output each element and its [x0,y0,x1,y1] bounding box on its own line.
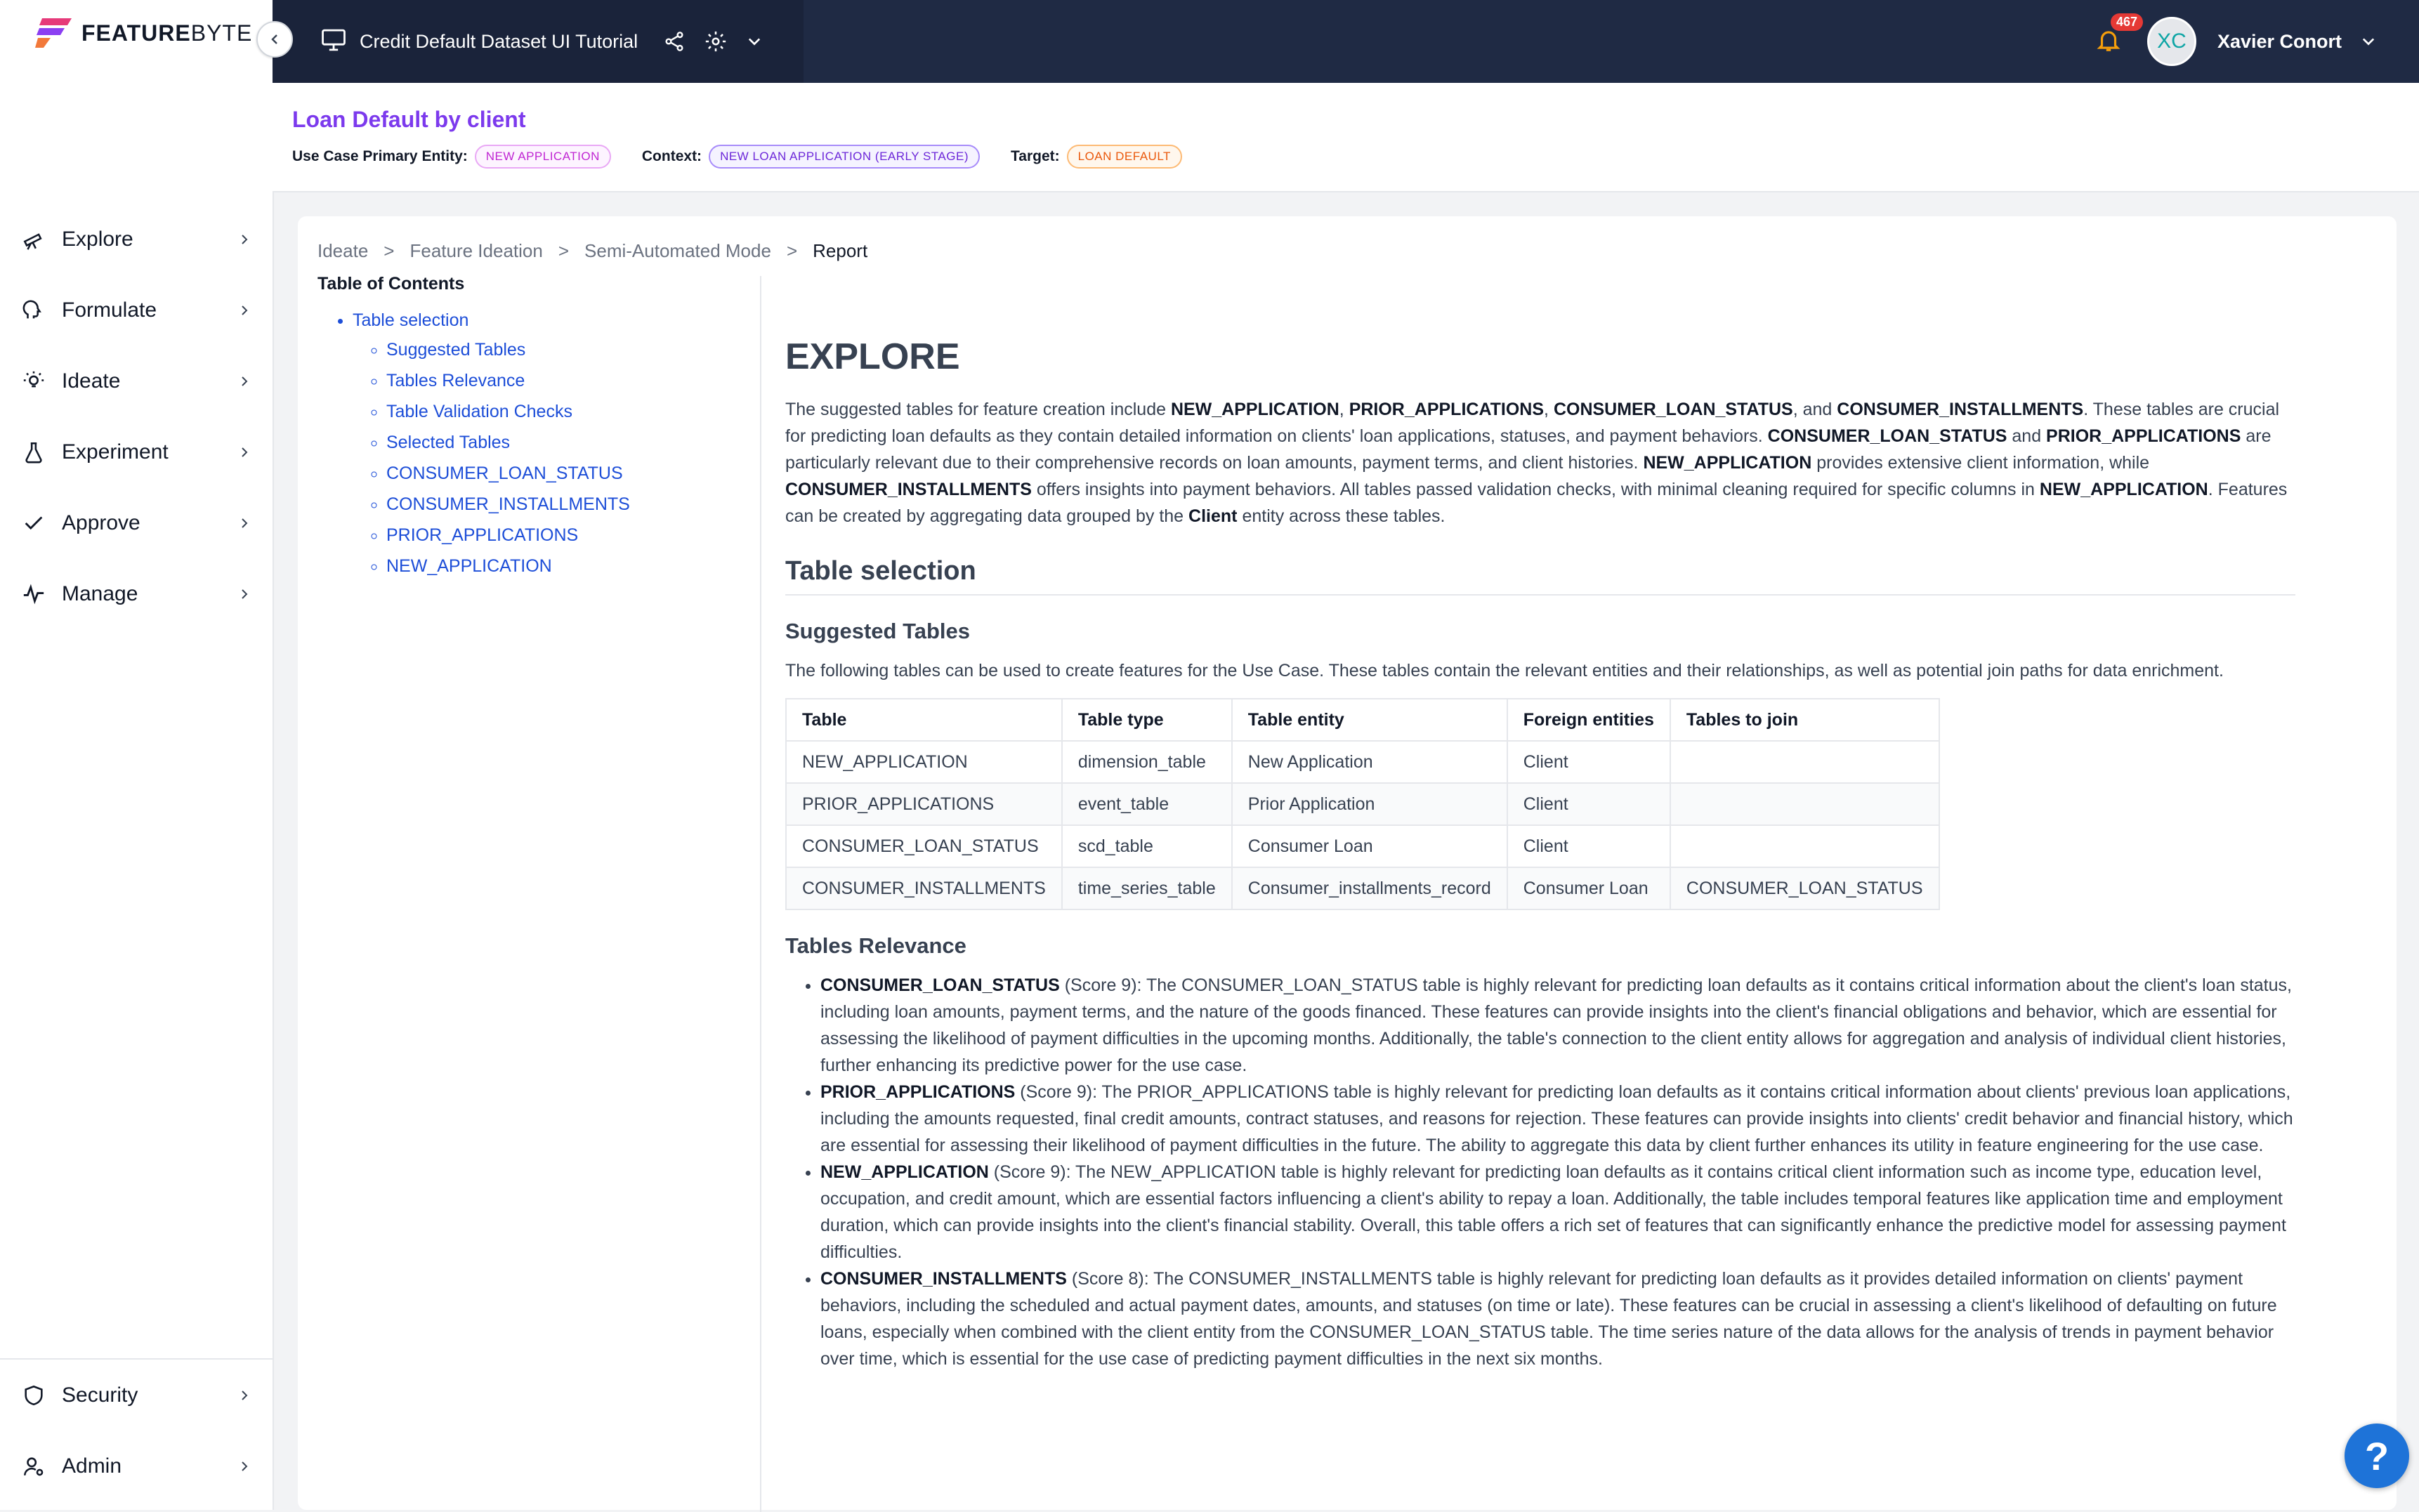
breadcrumb-separator: > [383,240,395,261]
list-item [820,1266,2295,1372]
intro-text: entity across these tables. [1237,506,1446,526]
table-cell: Consumer Loan [1507,867,1670,909]
logo[interactable] [35,17,252,49]
sidebar-item-security[interactable] [0,1360,273,1431]
sidebar-item-label: Formulate [62,298,157,322]
logo-text: FEATUREBYTE [81,20,253,46]
section-heading-table-selection: Table selection [785,558,2295,596]
column-header: Tables to join [1670,699,1939,741]
target-badge[interactable]: LOAN DEFAULT [1067,145,1182,169]
sidebar [0,0,274,1510]
relevance-score: (Score 8) [1066,1269,1144,1289]
relevance-text: : The CONSUMER_INSTALLMENTS table is highly relevant for predicting loan defaults as it provides detailed information on clients' payment behaviors, including the scheduled and actual payment dates, amounts, and statuses (on time or late). These features can be crucial in assessing a client's likelihood of defaulting on future loans, especially when combined with the client entity from the CONSUMER_LOAN_STATUS table. The time series nature of the data allows for the analysis of trends in payment behavior over time, which is essential for the use case of predicting payment difficulties in the next six months. [820,1269,2277,1369]
breadcrumb-separator: > [558,240,570,261]
table-row [786,741,1939,783]
column-header: Foreign entities [1507,699,1670,741]
sidebar-item-manage[interactable] [0,558,273,629]
user-area [2095,0,2377,83]
shield-icon [21,1383,46,1408]
intro-bold-term: Client [1188,506,1238,526]
breadcrumb-ideate[interactable]: Ideate [317,240,369,261]
sidebar-item-experiment[interactable] [0,416,273,487]
toc-link[interactable]: CONSUMER_INSTALLMENTS [386,494,630,514]
toc-link[interactable]: CONSUMER_LOAN_STATUS [386,464,623,483]
table-cell: New Application [1232,741,1507,783]
report-heading: EXPLORE [785,336,960,377]
table-name: CONSUMER_LOAN_STATUS [820,975,1060,995]
toc-link[interactable]: Selected Tables [386,433,511,452]
intro-text: provides extensive client information, while [1811,453,2150,473]
intro-text: . These tables are crucial for predicting loan defaults as they contain detailed information on clients' loan applications, statuses, and payment behaviors. [785,400,2280,446]
notification-count-badge: 467 [2111,13,2143,31]
table-cell: CONSUMER_LOAN_STATUS [786,825,1062,867]
notifications-button[interactable] [2095,14,2137,58]
report-content [785,336,2295,1372]
toc-link[interactable]: PRIOR_APPLICATIONS [386,525,579,545]
intro-text: are particularly relevant due to their comprehensive records on loan amounts, payment terms, and client histories. [785,426,2272,473]
top-bar [273,0,2419,83]
project-selector[interactable] [273,0,804,83]
chevron-down-icon[interactable] [2360,33,2377,50]
head-icon [21,298,46,323]
chevron-down-icon[interactable] [746,33,763,50]
sidebar-item-label: Security [62,1383,138,1407]
table-cell [1670,741,1939,783]
relevance-text: : The CONSUMER_LOAN_STATUS table is highly relevant for predicting loan defaults as it contains critical information about the client's loan status, including loan amounts, payment terms, and the nature of the goods financed. These features can provide insights into the client's financial obligations and behavior, which are essential for assessing the likelihood of payment difficulties in the upcoming months. Additionally, the table's connection to the client entity allows for aggregation and analysis of individual client histories, further enhancing its predictive power for the use case. [820,975,2292,1075]
column-header: Table [786,699,1062,741]
intro-text: , [1339,400,1349,419]
table-cell: NEW_APPLICATION [786,741,1062,783]
use-case-meta [292,145,1213,169]
subsection-heading-suggested: Suggested Tables [785,619,970,643]
table-cell: Client [1507,783,1670,825]
relevance-text: : The NEW_APPLICATION table is highly relevant for predicting loan defaults as it contains critical client information such as income type, education level, occupation, and credit amount, which are essential factors influencing a client's ability to repay a loan. Additionally, the table includes temporal features like application time and employment duration, which can provide insights into the client's financial stability. Overall, this table offers a rich set of features that can significantly enhance the predictive model for assessing payment difficulties. [820,1162,2286,1262]
table-cell [1670,825,1939,867]
sidebar-item-formulate[interactable] [0,275,273,346]
intro-text: . Features can be created by aggregating data grouped by the [785,480,2288,526]
sidebar-item-ideate[interactable] [0,346,273,416]
featurebyte-logo-icon [35,17,73,49]
report-card [298,216,2397,1510]
use-case-header [273,83,2419,192]
user-name[interactable]: Xavier Conort [2217,30,2342,52]
breadcrumb-report: Report [813,240,868,261]
avatar[interactable]: XC [2147,17,2196,66]
toc-link[interactable]: Table Validation Checks [386,402,572,421]
table-cell: Client [1507,825,1670,867]
table-row [786,867,1939,909]
intro-bold-term: PRIOR_APPLICATIONS [2046,426,2241,446]
chevron-right-icon [237,374,251,388]
relevance-score: (Score 9) [1059,975,1137,995]
toc-link[interactable]: Suggested Tables [386,340,526,360]
intro-bold-term: NEW_APPLICATION [2039,480,2208,499]
main-nav [0,204,273,629]
relevance-text: : The PRIOR_APPLICATIONS table is highly relevant for predicting loan defaults as it contains critical information about clients' previous loan applications, including the amounts requested, final credit amounts, contract statuses, and reasons for rejection. These features can provide insights into clients' credit behavior and financial history, which are essential for assessing their likelihood of payment difficulties in the future. The ability to aggregate this data by client further enhances its utility in feature engineering for the use case. [820,1082,2293,1155]
chevron-right-icon [237,303,251,317]
list-item [820,1079,2295,1159]
primary-entity-label: Use Case Primary Entity: [292,148,468,164]
table-cell: scd_table [1062,825,1232,867]
intro-text: , and [1792,400,1837,419]
table-row [786,825,1939,867]
relevance-score: (Score 9) [1015,1082,1093,1102]
intro-text: , [1544,400,1554,419]
sidebar-item-label: Manage [62,581,138,605]
subsection-heading-relevance: Tables Relevance [785,933,966,958]
help-button[interactable]: ? [2345,1424,2409,1488]
toc-title: Table of Contents [317,274,465,294]
breadcrumb-semi-automated[interactable]: Semi-Automated Mode [584,240,771,261]
toc-link[interactable]: Tables Relevance [386,371,525,390]
chevron-right-icon [237,516,251,530]
table-cell: Client [1507,741,1670,783]
sidebar-item-label: Ideate [62,369,121,393]
check-icon [21,511,46,536]
chevron-right-icon [237,232,251,246]
suggested-tables-table [785,698,1940,910]
sidebar-item-label: Admin [62,1454,122,1478]
column-header: Table type [1062,699,1232,741]
context-badge[interactable]: NEW LOAN APPLICATION (EARLY STAGE) [709,145,980,169]
chevron-right-icon [237,587,251,601]
intro-bold-term: CONSUMER_INSTALLMENTS [785,480,1032,499]
table-cell: Consumer_installments_record [1232,867,1507,909]
table-cell: Consumer Loan [1232,825,1507,867]
breadcrumb [317,240,867,262]
share-icon[interactable] [663,30,686,53]
flask-icon [21,440,46,465]
use-case-title[interactable]: Loan Default by client [292,107,526,132]
chevron-right-icon [237,1459,251,1473]
sidebar-bottom [0,1358,273,1501]
gear-icon[interactable] [704,29,728,53]
relevance-list [785,972,2295,1372]
monitor-icon [320,28,347,55]
lightbulb-icon [21,369,46,394]
table-cell: CONSUMER_INSTALLMENTS [786,867,1062,909]
breadcrumb-feature-ideation[interactable]: Feature Ideation [409,240,543,261]
intro-bold-term: NEW_APPLICATION [1170,400,1339,419]
toc-link[interactable]: NEW_APPLICATION [386,556,552,576]
intro-bold-term: CONSUMER_LOAN_STATUS [1767,426,2007,446]
intro-paragraph [785,396,2295,530]
table-cell [1670,783,1939,825]
collapse-sidebar-button[interactable] [256,21,293,58]
list-item [820,972,2295,1079]
telescope-icon [21,227,46,252]
pulse-icon [21,581,46,607]
intro-bold-term: PRIOR_APPLICATIONS [1349,400,1545,419]
table-cell: Prior Application [1232,783,1507,825]
intro-bold-term: CONSUMER_INSTALLMENTS [1837,400,2084,419]
intro-bold-term: CONSUMER_LOAN_STATUS [1553,400,1793,419]
sidebar-item-approve[interactable] [0,487,273,558]
sidebar-item-admin[interactable] [0,1431,273,1501]
table-name: CONSUMER_INSTALLMENTS [820,1269,1067,1289]
chevron-right-icon [237,1388,251,1402]
sidebar-item-explore[interactable] [0,204,273,275]
suggested-tables-text: The following tables can be used to create features for the Use Case. These tables contain the relevant entities and their relationships, as well as potential join paths for data enrichment. [785,661,2224,681]
column-header: Table entity [1232,699,1507,741]
table-cell: event_table [1062,783,1232,825]
table-cell: CONSUMER_LOAN_STATUS [1670,867,1939,909]
sidebar-item-label: Explore [62,227,133,251]
table-name: NEW_APPLICATION [820,1162,989,1182]
table-cell: time_series_table [1062,867,1232,909]
primary-entity-badge[interactable]: NEW APPLICATION [475,145,611,169]
table-of-contents [317,306,630,581]
intro-bold-term: NEW_APPLICATION [1643,453,1812,473]
intro-text: The suggested tables for feature creation include [785,400,1171,419]
context-label: Context: [641,148,702,164]
chevron-right-icon [237,445,251,459]
user-gear-icon [21,1454,46,1479]
sidebar-item-label: Experiment [62,440,169,464]
toc-link-table-selection[interactable]: Table selection [353,310,469,330]
target-label: Target: [1011,148,1060,164]
table-name: PRIOR_APPLICATIONS [820,1082,1016,1102]
chevron-left-icon [268,32,282,46]
intro-text: and [2007,426,2047,446]
relevance-score: (Score 9) [988,1162,1066,1182]
intro-text: offers insights into payment behaviors. All tables passed validation checks, with minimal cleaning required for specific columns in [1031,480,2040,499]
table-row [786,783,1939,825]
breadcrumb-separator: > [786,240,798,261]
toc-divider [760,276,761,1512]
table-cell: PRIOR_APPLICATIONS [786,783,1062,825]
table-cell: dimension_table [1062,741,1232,783]
project-title: Credit Default Dataset UI Tutorial [360,30,638,52]
list-item [820,1159,2295,1266]
sidebar-item-label: Approve [62,511,140,534]
